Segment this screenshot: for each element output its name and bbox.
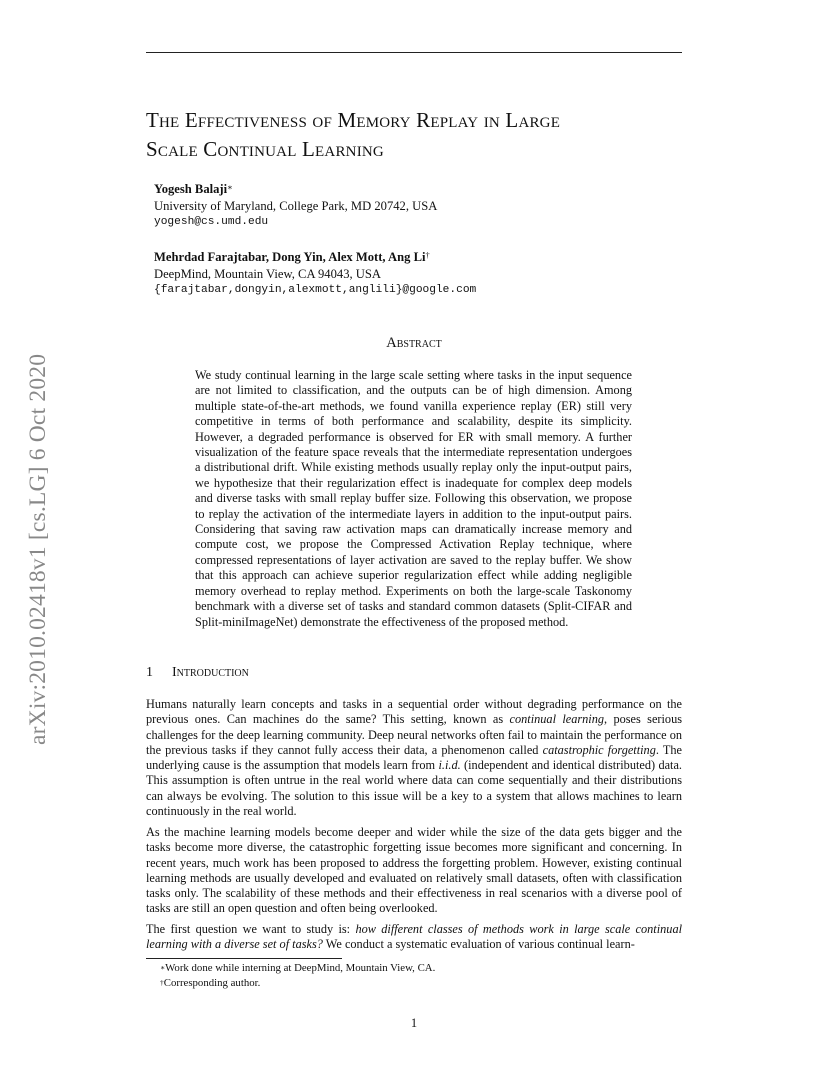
author-footnote-mark: ∗ [227, 182, 233, 192]
section-heading-introduction [146, 665, 249, 681]
author-affiliation: University of Maryland, College Park, MD 20742, USA [154, 198, 438, 213]
title-line-2: Scale Continual Learning [146, 137, 384, 161]
footnotes [160, 961, 435, 991]
intro-paragraph-2: As the machine learning models become deeper and wider while the size of the data gets bigger and the tasks become more diverse, the catastrophic forgetting issue becomes more significant and concerning. In recent years, much work has been proposed to address the forgetting problem. However, existing continual learning methods are usually developed and evaluated on relatively small datasets, often with classification tasks only. The scalability of these methods and their effectiveness in real scenarios with a diverse pool of tasks are still an open question and often being overlooked. [146, 825, 682, 916]
text-run: We conduct a systematic evaluation of various continual learn- [322, 937, 635, 952]
abstract-heading: Abstract [386, 335, 442, 351]
footnote-mark: ∗ [160, 963, 166, 972]
footnote-text: Corresponding author. [163, 977, 261, 989]
author-names [154, 181, 437, 198]
author-names-text: Mehrdad Farajtabar, Dong Yin, Alex Mott, Ang Li [154, 250, 426, 264]
intro-paragraph-3 [146, 922, 682, 953]
emphasis-catastrophic-forgetting: catastrophic forgetting [542, 742, 656, 757]
author-affiliation: DeepMind, Mountain View, CA 94043, USA [154, 266, 381, 281]
text-run: Humans naturally learn concepts and tasks in a sequential order without degrading performance on the previous ones. Can machines do the same? This setting, known as [146, 697, 682, 727]
arxiv-identifier-stamp: arXiv:2010.02418v1 [cs.LG] 6 Oct 2020 [25, 353, 51, 745]
abstract-text: We study continual learning in the large scale setting where tasks in the input sequence are not limited to classification, and the outputs can be of high dimension. Among multiple state-of-the-art methods, we found vanilla experience replay (ER) still very competitive in terms of both performance and scalability, despite its simplicity. However, a degraded performance is observed for ER with small memory. A further visualization of the feature space reveals that the intermediate representation undergoes a distributional drift. While existing methods usually replay only the input-output pairs, we hypothesize that their regularization effect is inadequate for complex deep models and diverse tasks with small replay buffer size. Following this observation, we propose to replay the activation of the intermediate layers in addition to the input-output pairs. Considering that saving raw activation maps can dramatically increase memory and compute cost, we propose the Compressed Activation Replay technique, where compressed representations of layer activation are saved to the replay buffer. We show that this approach can achieve superior regularization effect while adding negligible memory overhead to replay method. Experiments on both the large-scale Taskonomy benchmark with a diverse set of tasks and standard common datasets (Split-CIFAR and Split-miniImageNet) demonstrate the effectiveness of the proposed method. [195, 368, 632, 629]
author-email: {farajtabar,dongyin,alexmott,anglili}@google.com [154, 284, 477, 296]
section-number: 1 [146, 665, 153, 680]
author-block-2 [154, 249, 476, 299]
text-run: . The underlying cause is the assumption that models learn from [146, 742, 682, 773]
footnote-mark: † [160, 978, 164, 987]
author-footnote-mark: † [425, 250, 430, 260]
text-run: The first question we want to study is: [146, 922, 356, 936]
title-line-1: The Effectiveness of Memory Replay in Large [146, 108, 561, 132]
author-email: yogesh@cs.umd.edu [154, 216, 269, 228]
page-number: 1 [410, 1016, 418, 1030]
footnote-1 [160, 961, 435, 976]
intro-paragraph-1 [146, 697, 682, 819]
author-names-text: Yogesh Balaji [154, 182, 228, 196]
author-names [154, 249, 476, 266]
emphasis-iid: i.i.d. [438, 758, 461, 773]
text-run: (independent and identical distributed) data. This assumption is often untrue in the real world where data can come sequentially and their distributions can always be evolving. The solution to this issue will be a key to a system that allows machines to learn continuously in the real world. [146, 758, 682, 819]
paper-title [146, 106, 706, 164]
emphasis-research-question: how different classes of methods work in large scale continual learning with a diverse set of tasks? [146, 922, 683, 952]
footnote-2 [160, 976, 435, 991]
text-run: , poses serious challenges for the deep learning community. Deep neural networks often fail to maintain the performance on the previous tasks if they cannot fully access their data, a phenomenon called [146, 712, 683, 757]
section-title: Introduction [172, 665, 249, 680]
footnote-rule [146, 958, 342, 959]
top-rule [146, 52, 682, 53]
author-block-1 [154, 181, 437, 231]
emphasis-continual-learning: continual learning [509, 712, 605, 727]
footnote-text: Work done while interning at DeepMind, Mountain View, CA. [165, 962, 436, 974]
